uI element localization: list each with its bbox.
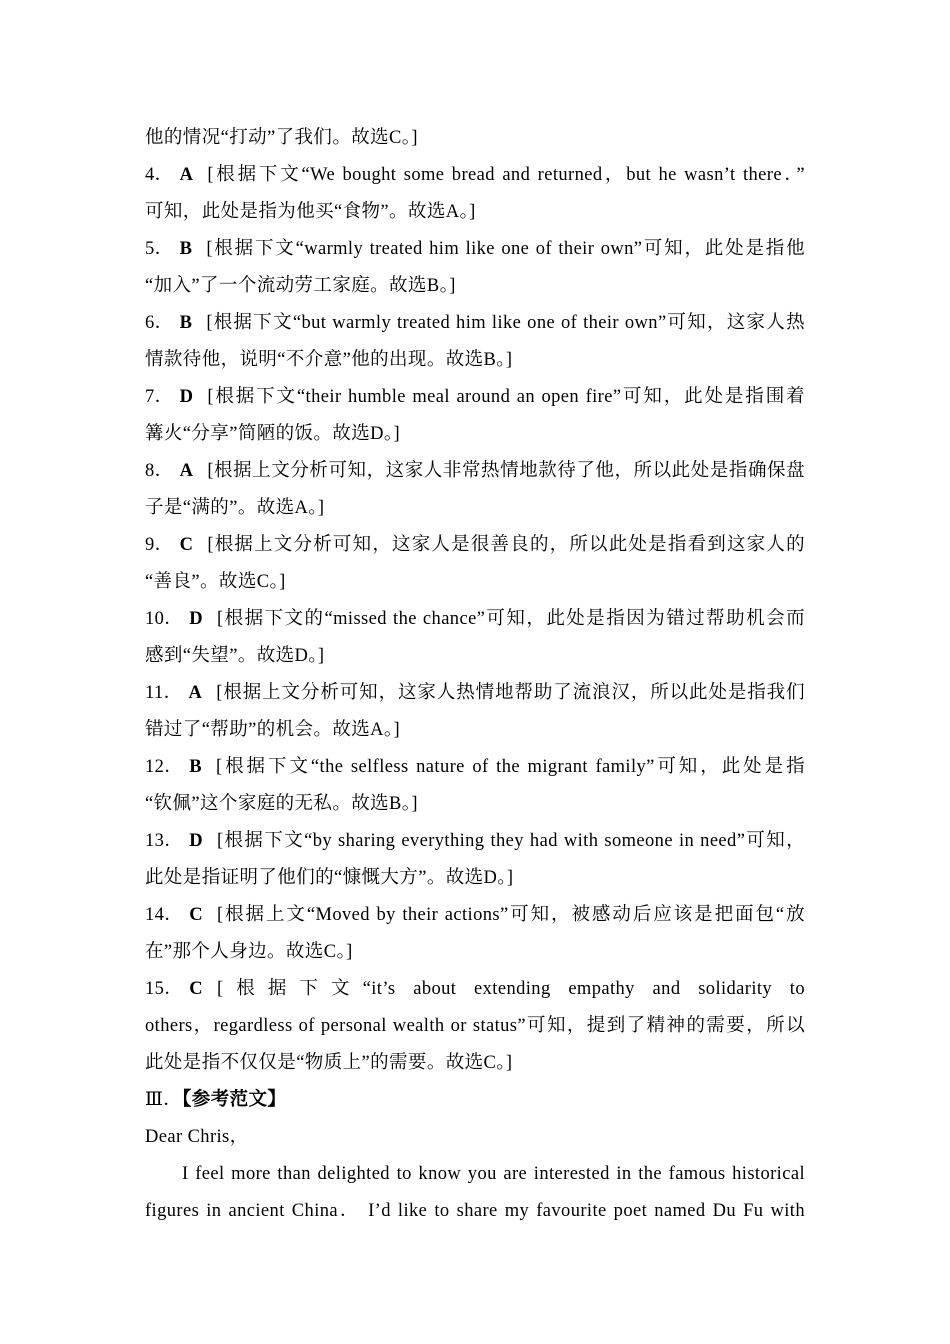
letter-body-line: I feel more than delighted to know you are interested in the famous historical bbox=[182, 1164, 805, 1184]
section-heading bbox=[145, 1082, 805, 1119]
answer-letter: A bbox=[179, 165, 194, 185]
item-number: 5． bbox=[145, 239, 174, 259]
answer-item-6 bbox=[145, 305, 805, 342]
answer-letter: A bbox=[179, 461, 194, 481]
item-number: 14． bbox=[145, 905, 184, 925]
item-number: 4． bbox=[145, 165, 174, 185]
answer-letter: D bbox=[189, 831, 203, 851]
text-line: 他的情况“打动”了我们。故选C。] bbox=[145, 128, 418, 148]
answer-letter: B bbox=[179, 239, 193, 259]
item-number: 8． bbox=[145, 461, 174, 481]
section-numeral: Ⅲ． bbox=[145, 1090, 183, 1110]
explanation-text: [根据下文“but warmly treated him like one of their own”可知，这家人热 bbox=[206, 313, 805, 333]
answer-letter: C bbox=[189, 905, 203, 925]
explanation-text: [根据下文“by sharing everything they had with someone in need”可知， bbox=[216, 831, 805, 851]
item-number: 15． bbox=[145, 979, 184, 999]
answer-item-8 bbox=[145, 453, 805, 490]
explanation-text: [根据下文“We bought some bread and returned，but he wasn’t there．” bbox=[207, 165, 805, 185]
item-number: 7． bbox=[145, 387, 174, 407]
explanation-text: [根据下文的“missed the chance”可知，此处是指因为错过帮助机会而 bbox=[216, 609, 805, 629]
text-line: 情款待他，说明“不介意”他的出现。故选B。] bbox=[145, 350, 513, 370]
answer-item-4 bbox=[145, 157, 805, 194]
item-number: 6． bbox=[145, 313, 174, 333]
text-line: “钦佩”这个家庭的无私。故选B。] bbox=[145, 794, 418, 814]
answer-letter: D bbox=[179, 387, 194, 407]
answer-letter: D bbox=[189, 609, 203, 629]
item-number: 13． bbox=[145, 831, 184, 851]
letter-salutation: Dear Chris， bbox=[145, 1127, 249, 1147]
item-number: 10． bbox=[145, 609, 184, 629]
text-line: 此处是指证明了他们的“慷慨大方”。故选D。] bbox=[145, 868, 514, 888]
answer-item-13 bbox=[145, 823, 805, 860]
answer-letter: C bbox=[179, 535, 194, 555]
answer-item-9 bbox=[145, 527, 805, 564]
section-title: 【参考范文】 bbox=[182, 1090, 287, 1110]
answer-letter: A bbox=[188, 683, 203, 703]
text-line: “善良”。故选C。] bbox=[145, 572, 286, 592]
answer-letter: B bbox=[179, 313, 193, 333]
explanation-text: [根据下文“warmly treated him like one of their own”可知，此处是指他 bbox=[206, 239, 805, 259]
answer-item-5 bbox=[145, 231, 805, 268]
text-line: 子是“满的”。故选A。] bbox=[145, 498, 325, 518]
text-line: others，regardless of personal wealth or status”可知，提到了精神的需要，所以 bbox=[145, 1016, 805, 1036]
explanation-text: [根据下文“their humble meal around an open fire”可知，此处是指围着 bbox=[207, 387, 805, 407]
answer-item-10 bbox=[145, 601, 805, 638]
text-line: 可知，此处是指为他买“食物”。故选A。] bbox=[145, 202, 476, 222]
answer-item-12 bbox=[145, 749, 805, 786]
explanation-text: [根据上文分析可知，这家人热情地帮助了流浪汉，所以此处是指我们 bbox=[216, 683, 805, 703]
explanation-text: [根据上文“Moved by their actions”可知，被感动后应该是把面包“放 bbox=[216, 905, 805, 925]
explanation-text: [根据上文分析可知，这家人是很善良的，所以此处是指看到这家人的 bbox=[207, 535, 805, 555]
item-number: 9． bbox=[145, 535, 174, 555]
letter-body-line: figures in ancient China． I’d like to share my favourite poet named Du Fu with bbox=[145, 1201, 805, 1221]
text-line: 篝火“分享”简陋的饭。故选D。] bbox=[145, 424, 401, 444]
text-line: 此处是指不仅仅是“物质上”的需要。故选C。] bbox=[145, 1053, 513, 1073]
answer-explanations bbox=[145, 120, 805, 1230]
answer-letter: C bbox=[189, 979, 203, 999]
answer-item-11 bbox=[145, 675, 805, 712]
explanation-text: [根据上文分析可知，这家人非常热情地款待了他，所以此处是指确保盘 bbox=[207, 461, 805, 481]
item-number: 12． bbox=[145, 757, 184, 777]
text-line: 错过了“帮助”的机会。故选A。] bbox=[145, 720, 401, 740]
explanation-text: [根据下文“the selfless nature of the migrant family”可知，此处是指 bbox=[215, 757, 805, 777]
answer-item-7 bbox=[145, 379, 805, 416]
answer-item-15 bbox=[145, 971, 805, 1008]
item-number: 11． bbox=[145, 683, 183, 703]
explanation-text: [根据下文“it’s about extending empathy and solidarity to bbox=[216, 979, 805, 999]
text-line: 感到“失望”。故选D。] bbox=[145, 646, 325, 666]
answer-letter: B bbox=[189, 757, 202, 777]
answer-item-14 bbox=[145, 897, 805, 934]
text-line: “加入”了一个流动劳工家庭。故选B。] bbox=[145, 276, 456, 296]
text-line: 在”那个人身边。故选C。] bbox=[145, 942, 353, 962]
